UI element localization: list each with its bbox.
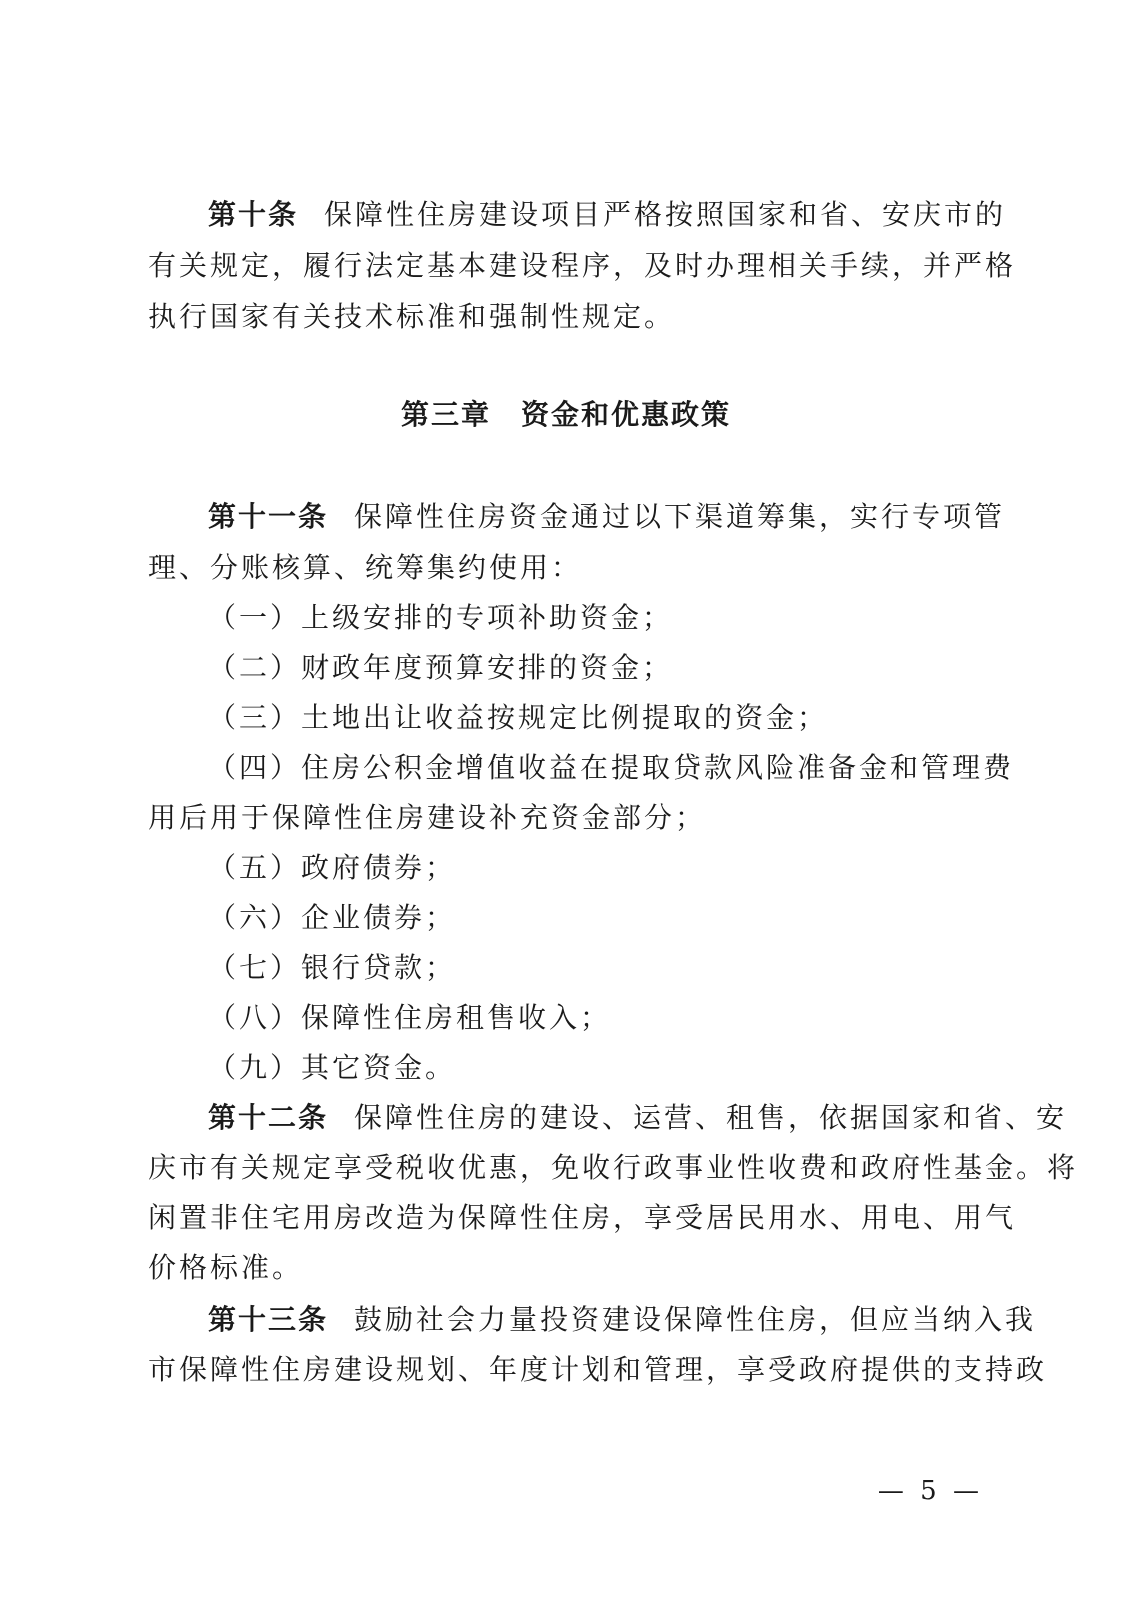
article-10-line-1 bbox=[208, 198, 1007, 232]
article-11-item-3: （三）土地出让收益按规定比例提取的资金； bbox=[208, 701, 829, 734]
article-13-line-1 bbox=[208, 1303, 1037, 1337]
article-10-line-2: 有关规定，履行法定基本建设程序，及时办理相关手续，并严格 bbox=[148, 249, 1017, 282]
article-11-text-1: 保障性住房资金通过以下渠道筹集，实行专项管 bbox=[354, 500, 1006, 533]
chapter-number: 第三章 bbox=[400, 398, 491, 431]
article-11-item-9: （九）其它资金。 bbox=[208, 1051, 457, 1084]
article-12-line-4: 价格标准。 bbox=[148, 1251, 304, 1284]
article-12-text-1: 保障性住房的建设、运营、租售，依据国家和省、安 bbox=[354, 1101, 1068, 1134]
article-11-line-1 bbox=[208, 500, 1006, 534]
article-13-text-1: 鼓励社会力量投资建设保障性住房，但应当纳入我 bbox=[354, 1303, 1037, 1336]
article-11-item-7: （七）银行贷款； bbox=[208, 951, 457, 984]
article-10-label: 第十条 bbox=[208, 198, 299, 231]
article-12-line-3: 闲置非住宅用房改造为保障性住房，享受居民用水、用电、用气 bbox=[148, 1201, 1017, 1234]
article-11-item-5: （五）政府债券； bbox=[208, 851, 457, 884]
article-11-item-4: （四）住房公积金增值收益在提取贷款风险准备金和管理费 bbox=[208, 751, 1015, 784]
chapter-heading bbox=[148, 398, 984, 432]
article-12-line-2: 庆市有关规定享受税收优惠，免收行政事业性收费和政府性基金。将 bbox=[148, 1151, 1079, 1184]
article-13-label: 第十三条 bbox=[208, 1303, 329, 1336]
article-11-item-2: （二）财政年度预算安排的资金； bbox=[208, 651, 674, 684]
page-number: — 5 — bbox=[877, 1476, 983, 1506]
chapter-title: 资金和优惠政策 bbox=[521, 398, 732, 431]
article-11-item-8: （八）保障性住房租售收入； bbox=[208, 1001, 612, 1034]
article-11-item-1: （一）上级安排的专项补助资金； bbox=[208, 601, 674, 634]
article-12-line-1 bbox=[208, 1101, 1068, 1135]
article-10-line-3: 执行国家有关技术标准和强制性规定。 bbox=[148, 300, 676, 333]
article-11-item-6: （六）企业债券； bbox=[208, 901, 457, 934]
article-12-label: 第十二条 bbox=[208, 1101, 329, 1134]
article-11-line-2: 理、分账核算、统筹集约使用： bbox=[148, 551, 583, 584]
article-10-text-1: 保障性住房建设项目严格按照国家和省、安庆市的 bbox=[324, 198, 1007, 231]
article-11-label: 第十一条 bbox=[208, 500, 329, 533]
article-11-item-4-cont: 用后用于保障性住房建设补充资金部分； bbox=[148, 801, 707, 834]
article-13-line-2: 市保障性住房建设规划、年度计划和管理，享受政府提供的支持政 bbox=[148, 1353, 1048, 1386]
